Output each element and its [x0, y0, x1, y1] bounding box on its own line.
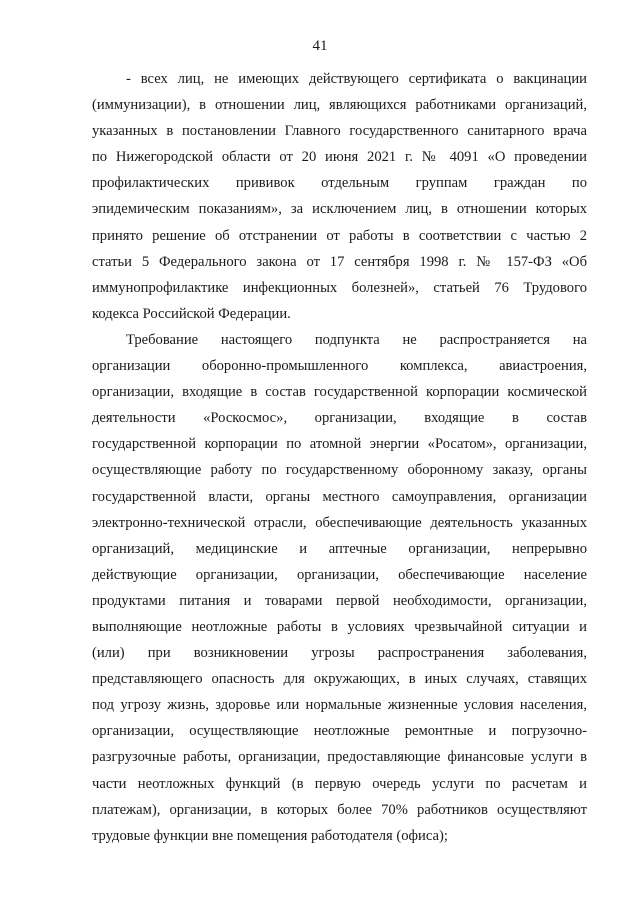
text-line: выполняющие неотложные работы в условиях чрезвычайной ситуации и — [92, 618, 587, 635]
text-line: части неотложных функций (в первую очередь услуги по расчетам и — [92, 775, 587, 792]
text-line: деятельности «Роскосмос», организации, входящие в состав — [92, 410, 587, 427]
text-line: действующие организации, организации, обеспечивающие население — [92, 566, 587, 583]
text-line: (иммунизации), в отношении лиц, являющихся работниками организаций, — [92, 97, 587, 114]
text-line: разгрузочные работы, организации, предоставляющие финансовые услуги в — [92, 749, 587, 766]
text-line: указанных в постановлении Главного государственного санитарного врача — [92, 123, 587, 140]
text-line: по Нижегородской области от 20 июня 2021 г. № 4091 «О проведении — [92, 149, 587, 166]
page-number: 41 — [312, 38, 328, 54]
text-line: представляющего опасность для окружающих, в иных случаях, ставящих — [92, 671, 587, 688]
text-line: организаций, медицинские и аптечные организации, непрерывно — [92, 540, 587, 557]
paragraph-2 — [92, 327, 587, 849]
text-line: трудовые функции вне помещения работодателя (офиса); — [92, 827, 448, 844]
text-line: профилактических прививок отдельным группам граждан по — [92, 175, 587, 192]
text-line: статьи 5 Федерального закона от 17 сентября 1998 г. № 157-ФЗ «Об — [92, 253, 587, 270]
text-line: кодекса Российской Федерации. — [92, 305, 291, 322]
text-line: под угрозу жизнь, здоровье или нормальные жизненные условия населения, — [92, 697, 587, 714]
text-line: Требование настоящего подпункта не распространяется на — [126, 331, 587, 348]
text-line: продуктами питания и товарами первой необходимости, организации, — [92, 592, 587, 609]
text-line: иммунопрофилактике инфекционных болезней», статьей 76 Трудового — [92, 279, 587, 296]
text-line: эпидемическим показаниям», за исключением лиц, в отношении которых — [92, 201, 587, 218]
text-line: платежам), организации, в которых более 70% работников осуществляют — [92, 801, 587, 818]
paragraph-1 — [92, 66, 587, 327]
text-line: государственной корпорации по атомной энергии «Росатом», организации, — [92, 436, 587, 453]
text-line: - всех лиц, не имеющих действующего сертификата о вакцинации — [126, 71, 587, 87]
text-line: принято решение об отстранении от работы в соответствии с частью 2 — [92, 227, 587, 244]
text-line: государственной власти, органы местного самоуправления, организации — [92, 488, 587, 505]
text-line: осуществляющие работу по государственному оборонному заказу, органы — [92, 462, 587, 479]
text-line: организации, осуществляющие неотложные ремонтные и погрузочно- — [92, 723, 587, 740]
text-line: электронно-технической отрасли, обеспечивающие деятельность указанных — [92, 514, 587, 531]
text-line: (или) при возникновении угрозы распространения заболевания, — [92, 645, 587, 662]
text-line: организации оборонно-промышленного комплекса, авиастроения, — [92, 358, 587, 375]
text-line: организации, входящие в состав государственной корпорации космической — [92, 384, 587, 401]
document-body — [92, 66, 587, 849]
